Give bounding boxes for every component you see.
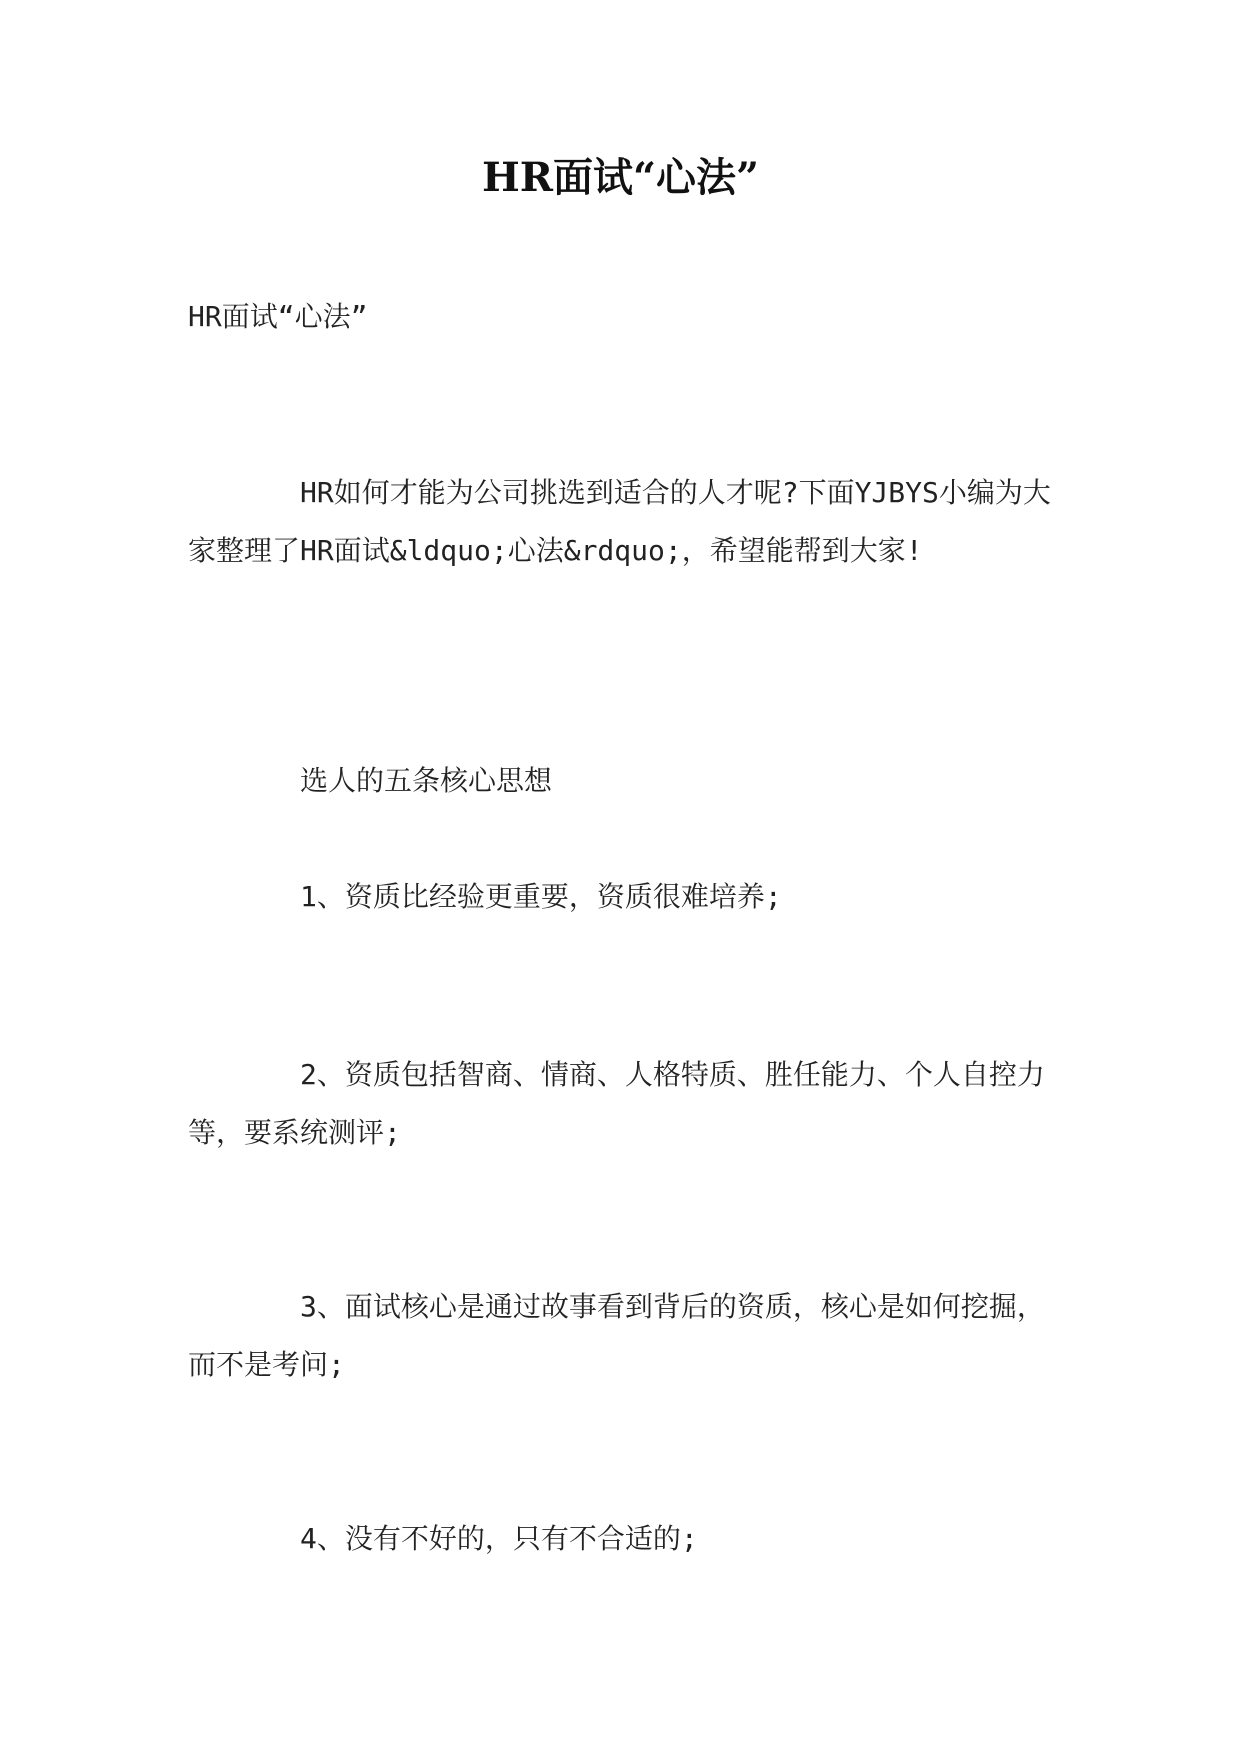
list-item: 1、资质比经验更重要，资质很难培养; [300, 880, 782, 913]
section-heading: 选人的五条核心思想 [300, 764, 553, 797]
document-title: HR面试“心法” [481, 154, 760, 201]
document-subtitle: HR面试“心法” [188, 300, 368, 333]
list-item: 2、资质包括智商、情商、人格特质、胜任能力、个人自控力等，要系统测评; [188, 1058, 1045, 1149]
list-item: 3、面试核心是通过故事看到背后的资质，核心是如何挖掘，而不是考问; [188, 1290, 1045, 1381]
intro-paragraph: HR如何才能为公司挑选到适合的人才呢?下面YJBYS小编为大家整理了HR面试&ldquo;心法&rdquo;，希望能帮到大家! [188, 476, 1051, 567]
list-item: 4、没有不好的，只有不合适的; [300, 1522, 698, 1555]
